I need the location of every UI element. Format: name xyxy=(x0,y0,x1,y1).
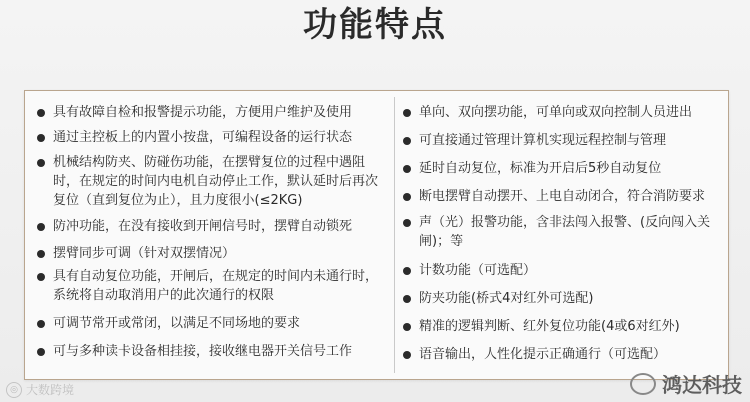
list-item xyxy=(403,159,715,178)
feature-text: 摆臂同步可调（针对双摆情况） xyxy=(53,246,236,261)
bullet-dot-icon xyxy=(37,134,45,142)
feature-text: 通过主控板上的内置小按盘，可编程设备的运行状态 xyxy=(53,130,353,145)
feature-text: 具有故障自检和报警提示功能，方便用户维护及使用 xyxy=(53,105,353,120)
list-item xyxy=(403,317,715,336)
bullet-dot-icon xyxy=(37,348,45,356)
list-item xyxy=(37,244,386,263)
feature-text: 可直接通过管理计算机实现远程控制与管理 xyxy=(419,133,667,148)
feature-text: 计数功能（可选配） xyxy=(419,263,537,278)
list-item xyxy=(37,103,386,122)
features-panel xyxy=(24,90,729,380)
feature-text: 防夹功能(桥式4对红外可选配) xyxy=(419,291,594,306)
feature-text: 可调节常开或常闭，以满足不同场地的要求 xyxy=(53,316,301,331)
list-item xyxy=(403,289,715,308)
feature-text: 精准的逻辑判断、红外复位功能(4或6对红外) xyxy=(419,319,680,334)
watermark-right xyxy=(630,369,742,398)
watermark-left xyxy=(6,381,74,398)
bullet-dot-icon xyxy=(403,193,411,201)
feature-text: 机械结构防夹、防碰伤功能，在摆臂复位的过程中遇阻时，在规定的时间内电机自动停止工作，默认延时后再次复位（直到复位为止），且力度很小(≤2KG) xyxy=(53,155,379,208)
feature-text: 单向、双向摆功能，可单向或双向控制人员进出 xyxy=(419,105,693,120)
bullet-dot-icon xyxy=(403,219,411,227)
bullet-dot-icon xyxy=(403,267,411,275)
list-item xyxy=(37,153,386,210)
feature-text: 可与多种读卡设备相挂接，接收继电器开关信号工作 xyxy=(53,344,353,359)
feature-text: 延时自动复位，标准为开启后5秒自动复位 xyxy=(419,161,662,176)
bullet-dot-icon xyxy=(403,109,411,117)
feature-text: 防冲功能，在没有接收到开闸信号时，摆臂自动锁死 xyxy=(53,219,353,234)
list-item xyxy=(37,128,386,147)
list-item xyxy=(37,314,386,333)
feature-text: 声（光）报警功能，含非法闯入报警、(反向闯入关闸)；等 xyxy=(419,215,711,249)
watermark-logo-icon: ◎ xyxy=(6,382,22,398)
bullet-dot-icon xyxy=(403,351,411,359)
list-item xyxy=(403,187,715,206)
bullet-dot-icon xyxy=(403,165,411,173)
list-item xyxy=(403,261,715,280)
feature-text: 断电摆臂自动摆开、上电自动闭合，符合消防要求 xyxy=(419,189,706,204)
bullet-dot-icon xyxy=(403,323,411,331)
list-item xyxy=(37,342,386,361)
wechat-icon xyxy=(630,373,656,395)
bullet-dot-icon xyxy=(37,109,45,117)
feature-text: 语音输出，人性化提示正确通行（可选配） xyxy=(419,347,667,362)
list-item xyxy=(403,213,715,251)
bullet-dot-icon xyxy=(37,159,45,167)
bullet-dot-icon xyxy=(403,295,411,303)
bullet-dot-icon xyxy=(37,273,45,281)
column-divider xyxy=(394,97,395,373)
bullet-dot-icon xyxy=(37,320,45,328)
list-item xyxy=(403,103,715,122)
list-item xyxy=(37,267,386,305)
watermark-left-text: 大数跨境 xyxy=(26,383,75,397)
watermark-right-text: 鸿达科技 xyxy=(662,373,742,397)
page-title: 功能特点 xyxy=(303,5,447,45)
bullet-dot-icon xyxy=(37,223,45,231)
feature-text: 具有自动复位功能，开闸后，在规定的时间内未通行时，系统将自动取消用户的此次通行的权限 xyxy=(53,269,379,303)
list-item xyxy=(403,131,715,150)
list-item xyxy=(37,217,386,236)
list-item xyxy=(403,345,715,364)
bullet-dot-icon xyxy=(403,137,411,145)
bullet-dot-icon xyxy=(37,250,45,258)
